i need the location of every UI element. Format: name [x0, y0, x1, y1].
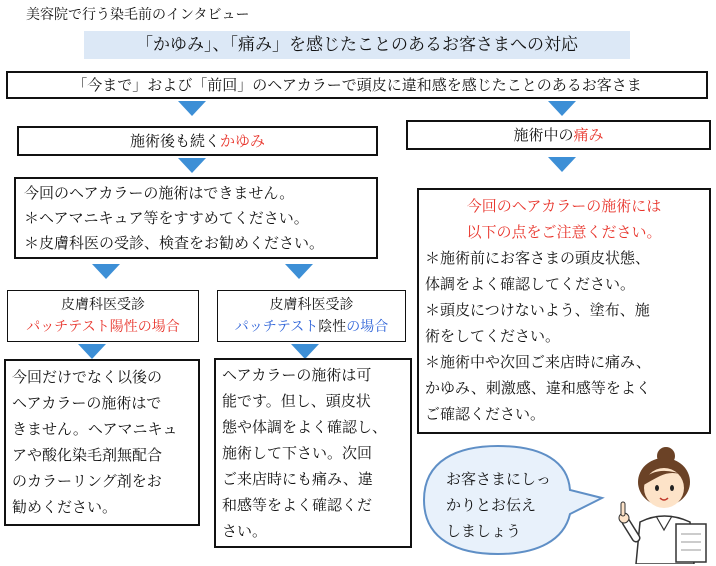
positive-test-box: [7, 290, 199, 342]
arrow-to-negative-detail: [291, 344, 319, 359]
negative-title: 皮膚科医受診: [269, 297, 354, 313]
pain-advice-line: ＊施術中や次回ご来店時に痛み、: [425, 353, 651, 371]
negative-detail-line: 和感等をよく確認くだ: [222, 496, 373, 514]
negative-detail-line: ヘアカラーの施術は可: [222, 366, 372, 384]
positive-detail-line: のカラーリング剤をお: [12, 472, 162, 490]
arrow-to-negative: [285, 264, 313, 279]
speech-line: お客さまにしっ: [446, 470, 552, 488]
itch-advice-line: ＊ヘアマニキュア等をすすめてください。: [24, 209, 309, 227]
arrow-to-itch-advice: [178, 158, 206, 173]
negative-detail-line: さい。: [222, 522, 268, 540]
positive-detail-line: 今回だけでなく以後の: [12, 368, 163, 386]
arrow-to-pain: [548, 101, 576, 116]
pain-advice-box: [417, 188, 711, 434]
arrow-to-pain-advice: [548, 157, 576, 172]
negative-result-suffix: の場合: [346, 319, 389, 335]
negative-detail-box: [214, 358, 412, 548]
pain-advice-line: 体調をよく確認してください。: [425, 275, 636, 293]
pain-advice-line: ＊頭皮につけないよう、塗布、施: [425, 301, 650, 319]
negative-detail-line: 施術して下さい。次回: [222, 444, 373, 462]
itch-branch-label: [17, 126, 378, 156]
positive-detail-line: 勧めください。: [12, 498, 118, 516]
positive-detail-line: きません。ヘアマニキュ: [12, 420, 178, 438]
pain-advice-line: ご確認ください。: [425, 405, 546, 423]
itch-label-highlight: かゆみ: [220, 132, 266, 150]
pain-advice-line: ＊施術前にお客さまの頭皮状態、: [425, 249, 651, 267]
negative-test-box: [217, 290, 406, 342]
positive-detail-line: アや酸化染毛剤無配合: [12, 446, 163, 464]
pain-branch-label: [406, 120, 711, 150]
negative-result-prefix: パッチテスト: [234, 319, 319, 335]
speech-line: しましょう: [446, 522, 522, 540]
negative-detail-line: 態や体調をよく確認し、: [222, 418, 388, 436]
pain-label-prefix: 施術中の: [513, 126, 574, 144]
subtitle: 美容院で行う染毛前のインタビュー: [26, 7, 250, 23]
pain-advice-line: 術をしてください。: [425, 327, 561, 345]
itch-advice-line: 今回のヘアカラーの施術はできません。: [24, 184, 295, 202]
positive-result: パッチテスト陽性の場合: [26, 319, 180, 335]
page-title: 「かゆみ」、「痛み」を感じたことのあるお客さまへの対応: [84, 31, 630, 59]
itch-label-prefix: 施術後も続く: [129, 132, 220, 150]
positive-title: 皮膚科医受診: [61, 297, 145, 313]
pain-notice-line: 今回のヘアカラーの施術には: [466, 197, 662, 215]
pain-label-highlight: 痛み: [573, 126, 604, 144]
arrow-to-itch: [178, 101, 206, 116]
arrow-to-positive: [92, 264, 120, 279]
speech-line: かりとお伝え: [446, 496, 537, 514]
positive-detail-box: [4, 359, 200, 526]
itch-advice-box: [14, 177, 378, 259]
positive-detail-line: ヘアカラーの施術はで: [12, 394, 162, 412]
top-condition-box: 「今まで」および「前回」のヘアカラーで頭皮に違和感を感じたことのあるお客さま: [6, 71, 708, 99]
itch-advice-line: ＊皮膚科医の受診、検査をお勧めください。: [24, 234, 325, 252]
negative-result-highlight: 陰性: [318, 319, 347, 335]
pain-notice-line: 以下の点をご注意ください。: [466, 223, 662, 241]
arrow-to-positive-detail: [78, 344, 106, 359]
negative-detail-line: ご来店時にも痛み、違: [222, 470, 373, 488]
stylist-illustration: [602, 446, 716, 564]
negative-detail-line: 能です。但し、頭皮状: [222, 392, 371, 410]
speech-text: [446, 466, 551, 544]
pain-advice-line: かゆみ、刺激感、違和感等をよく: [425, 379, 651, 397]
